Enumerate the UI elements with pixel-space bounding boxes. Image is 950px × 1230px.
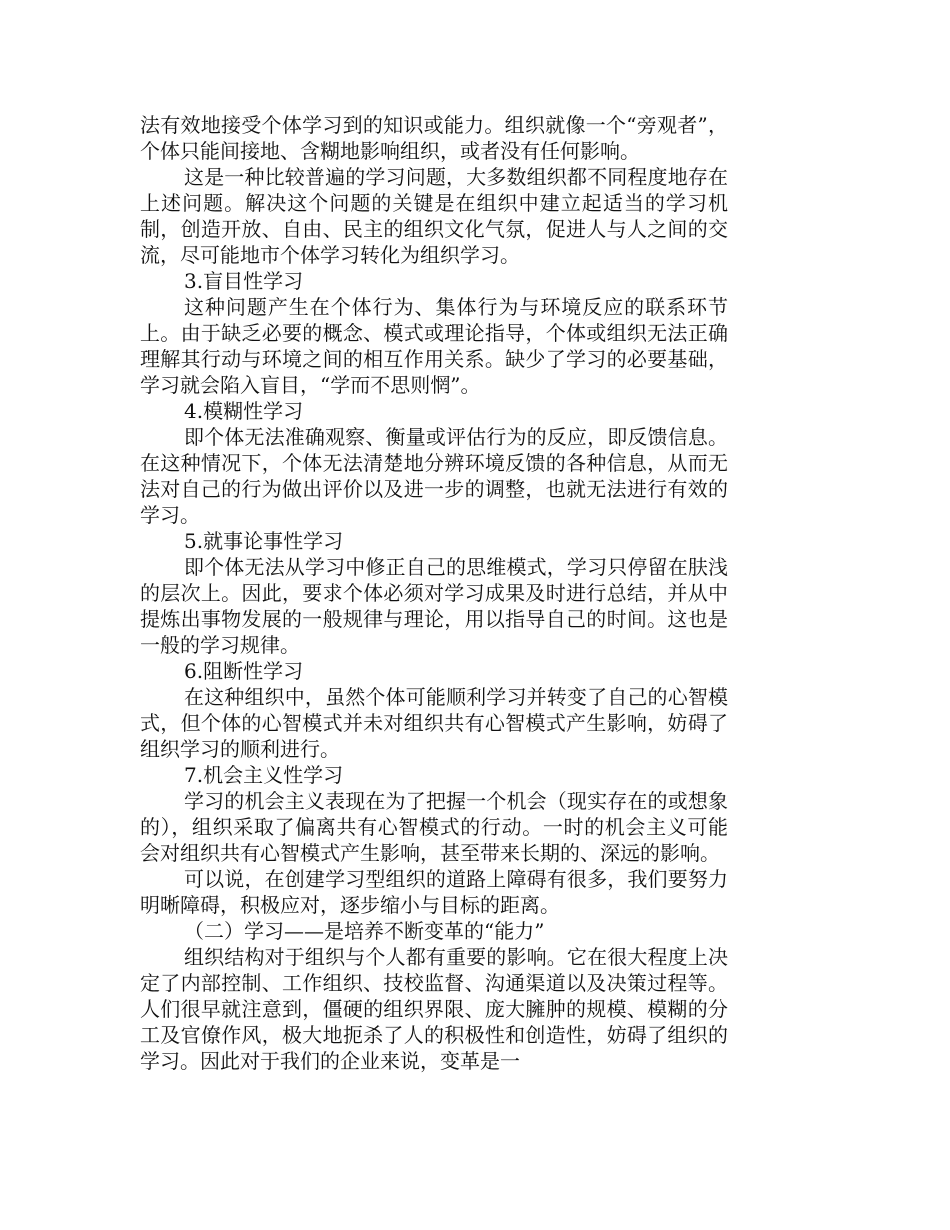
paragraph-body: 这是一种比较普遍的学习问题，大多数组织都不同程度地存在上述问题。解决这个问题的关键是在组织中建立起适当的学习机制，创造开放、自由、民主的组织文化气氛，促进人与人之间的交流，尽可能地市个体学习转化为组织学习。 xyxy=(140,165,728,267)
paragraph-body: 组织结构对于组织与个人都有重要的影响。它在很大程度上决定了内部控制、工作组织、技校监督、沟通渠道以及决策过程等。人们很早就注意到，僵硬的组织界限、庞大臃肿的规模、模糊的分工及官僚作风，极大地扼杀了人的积极性和创造性，妨碍了组织的学习。因此对于我们的企业来说，变革是一 xyxy=(140,945,728,1073)
paragraph-body: 可以说，在创建学习型组织的道路上障碍有很多，我们要努力明晰障碍，积极应对，逐步缩小与目标的距离。 xyxy=(140,867,728,917)
paragraph-body: 这种问题产生在个体行为、集体行为与环境反应的联系环节上。由于缺乏必要的概念、模式或理论指导，个体或组织无法正确理解其行动与环境之间的相互作用关系。缺少了学习的必要基础，学习就会陷入盲目，“学而不思则惘”。 xyxy=(140,295,728,397)
paragraph-body: 学习的机会主义表现在为了把握一个机会（现实存在的或想象的），组织采取了偏离共有心智模式的行动。一时的机会主义可能会对组织共有心智模式产生影响，甚至带来长期的、深远的影响。 xyxy=(140,789,728,865)
paragraph-body: 即个体无法从学习中修正自己的思维模式，学习只停留在肤浅的层次上。因此，要求个体必须对学习成果及时进行总结，并从中提炼出事物发展的一般规律与理论，用以指导自己的时间。这也是一般的学习规律。 xyxy=(140,555,728,657)
section-heading-3: 3.盲目性学习 xyxy=(184,269,304,293)
section-heading-6: 6.阻断性学习 xyxy=(184,659,304,683)
section-heading-5: 5.就事论事性学习 xyxy=(184,529,344,553)
document-page xyxy=(140,112,728,1074)
section-heading-7: 7.机会主义性学习 xyxy=(184,763,344,787)
paragraph-body: 在这种组织中，虽然个体可能顺利学习并转变了自己的心智模式，但个体的心智模式并未对组织共有心智模式产生影响，妨碍了组织学习的顺利进行。 xyxy=(140,685,728,761)
paragraph-continuation: 法有效地接受个体学习到的知识或能力。组织就像一个“旁观者”，个体只能间接地、含糊地影响组织，或者没有任何影响。 xyxy=(140,113,728,163)
section-heading-4: 4.模糊性学习 xyxy=(184,399,304,423)
section-heading-part-2: （二）学习——是培养不断变革的“能力” xyxy=(184,919,545,943)
paragraph-body: 即个体无法准确观察、衡量或评估行为的反应，即反馈信息。在这种情况下，个体无法清楚地分辨环境反馈的各种信息，从而无法对自己的行为做出评价以及进一步的调整，也就无法进行有效的学习。 xyxy=(140,425,728,527)
